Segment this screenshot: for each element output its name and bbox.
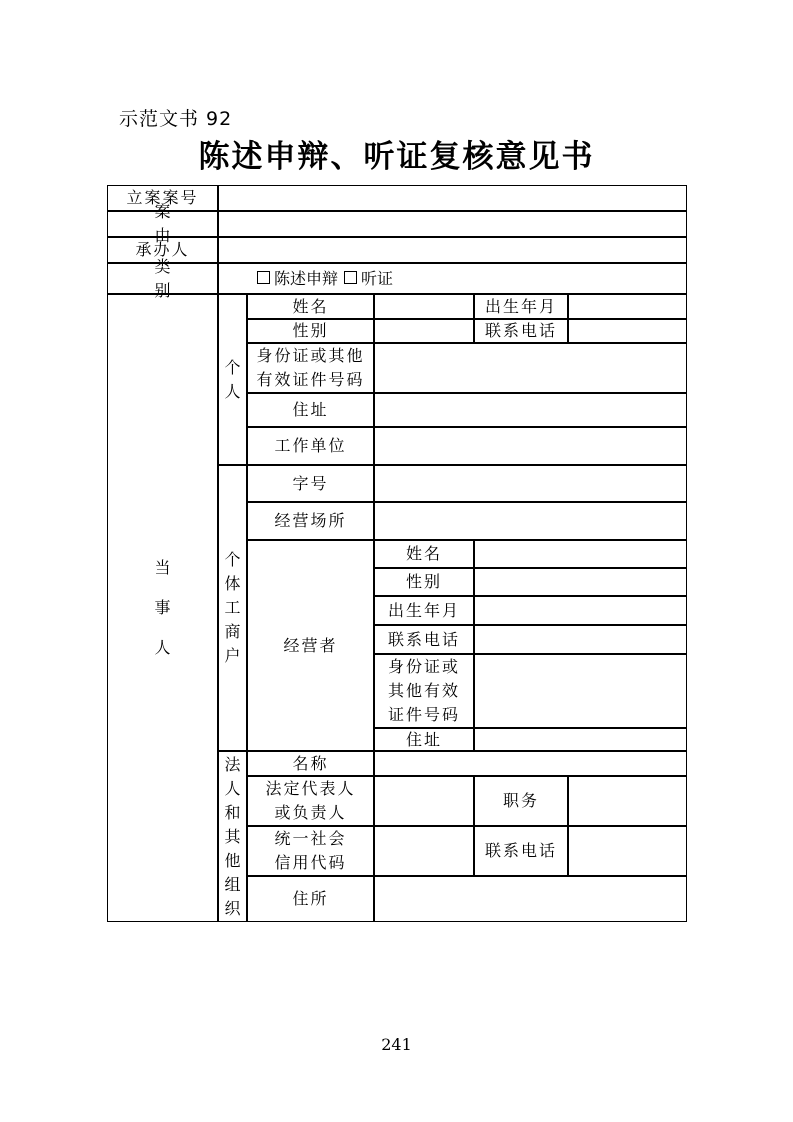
category-label: 类 别 bbox=[107, 263, 218, 294]
org-domicile-label: 住所 bbox=[247, 876, 374, 922]
biz-trade-name-label: 字号 bbox=[247, 465, 374, 502]
ind-birth-field[interactable] bbox=[568, 294, 687, 319]
ind-birth-label: 出生年月 bbox=[474, 294, 568, 319]
biz-premises-field[interactable] bbox=[374, 502, 687, 540]
ind-employer-field[interactable] bbox=[374, 427, 687, 465]
ind-address-label: 住址 bbox=[247, 393, 374, 427]
ind-employer-label: 工作单位 bbox=[247, 427, 374, 465]
org-phone-field[interactable] bbox=[568, 826, 687, 876]
case-cause-field[interactable] bbox=[218, 211, 687, 237]
page-number: 241 bbox=[381, 1035, 412, 1054]
org-credit-code-label: 统一社会 信用代码 bbox=[247, 826, 374, 876]
org-domicile-field[interactable] bbox=[374, 876, 687, 922]
ind-address-field[interactable] bbox=[374, 393, 687, 427]
op-id-label: 身份证或 其他有效 证件号码 bbox=[374, 654, 474, 728]
case-number-field[interactable] bbox=[218, 185, 687, 211]
ind-phone-label: 联系电话 bbox=[474, 319, 568, 343]
op-address-label: 住址 bbox=[374, 728, 474, 751]
op-gender-label: 性别 bbox=[374, 568, 474, 596]
ind-id-label: 身份证或其他 有效证件号码 bbox=[247, 343, 374, 393]
handler-label: 承办人 bbox=[107, 237, 218, 263]
org-position-field[interactable] bbox=[568, 776, 687, 826]
ind-gender-label: 性别 bbox=[247, 319, 374, 343]
op-name-label: 姓名 bbox=[374, 540, 474, 568]
op-name-field[interactable] bbox=[474, 540, 687, 568]
org-representative-field[interactable] bbox=[374, 776, 474, 826]
category-options bbox=[218, 263, 687, 294]
op-gender-field[interactable] bbox=[474, 568, 687, 596]
org-name-label: 名称 bbox=[247, 751, 374, 776]
ind-name-field[interactable] bbox=[374, 294, 474, 319]
biz-premises-label: 经营场所 bbox=[247, 502, 374, 540]
op-address-field[interactable] bbox=[474, 728, 687, 751]
op-id-field[interactable] bbox=[474, 654, 687, 728]
ind-name-label: 姓名 bbox=[247, 294, 374, 319]
op-birth-label: 出生年月 bbox=[374, 596, 474, 625]
checkbox-icon[interactable] bbox=[257, 271, 270, 284]
option-statement-defense[interactable]: 陈述申辩 bbox=[257, 267, 338, 291]
handler-field[interactable] bbox=[218, 237, 687, 263]
biz-trade-name-field[interactable] bbox=[374, 465, 687, 502]
org-representative-label: 法定代表人 或负责人 bbox=[247, 776, 374, 826]
party-group-label: 当 事 人 bbox=[107, 294, 218, 922]
individual-section-label: 个 人 bbox=[218, 294, 247, 465]
op-phone-label: 联系电话 bbox=[374, 625, 474, 654]
op-birth-field[interactable] bbox=[474, 596, 687, 625]
org-phone-label: 联系电话 bbox=[474, 826, 568, 876]
org-credit-code-field[interactable] bbox=[374, 826, 474, 876]
op-phone-field[interactable] bbox=[474, 625, 687, 654]
business-section-label: 个 体 工 商 户 bbox=[218, 465, 247, 751]
organization-section-label: 法 人 和 其 他 组 织 bbox=[218, 751, 247, 922]
ind-id-field[interactable] bbox=[374, 343, 687, 393]
org-name-field[interactable] bbox=[374, 751, 687, 776]
ind-phone-field[interactable] bbox=[568, 319, 687, 343]
case-number-label: 立案案号 bbox=[107, 185, 218, 211]
checkbox-icon[interactable] bbox=[344, 271, 357, 284]
document-label: 示范文书 92 bbox=[119, 108, 233, 130]
option-hearing[interactable]: 听证 bbox=[344, 267, 393, 291]
document-title: 陈述申辩、听证复核意见书 bbox=[198, 139, 595, 175]
org-position-label: 职务 bbox=[474, 776, 568, 826]
case-cause-label: 案 由 bbox=[107, 211, 218, 237]
biz-operator-label: 经营者 bbox=[247, 540, 374, 751]
ind-gender-field[interactable] bbox=[374, 319, 474, 343]
